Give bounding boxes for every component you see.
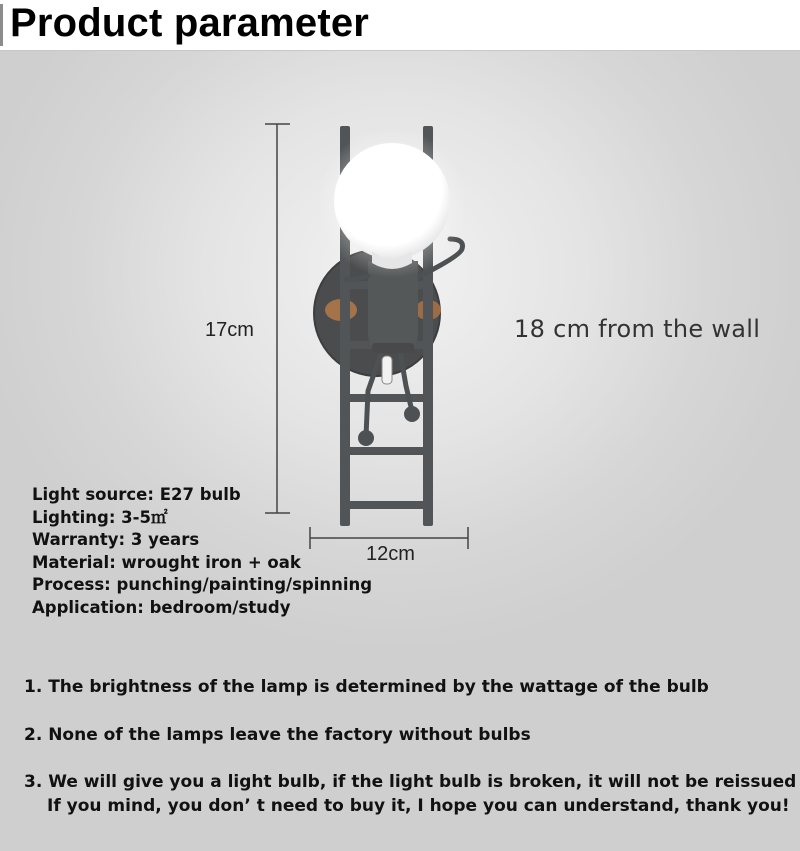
note-1: 1. The brightness of the lamp is determined by the wattage of the bulb (24, 677, 709, 697)
spec-warranty: Warranty: 3 years (32, 530, 200, 549)
header-accent-bar (0, 4, 3, 46)
light-bulb (334, 143, 450, 259)
wall-distance-label: 18 cm from the wall (514, 315, 761, 343)
height-dimension-line (265, 124, 290, 513)
spec-application: Application: bedroom/study (32, 597, 291, 617)
height-label: 17cm (205, 319, 254, 341)
note-2: 2. None of the lamps leave the factory without bulbs (24, 725, 531, 745)
spec-light-source: Light source: E27 bulb (32, 485, 241, 504)
spec-material: Material: wrought iron + oak (32, 552, 301, 572)
spec-list (32, 484, 372, 619)
spec-lighting: Lighting: 3-5㎡ (32, 507, 168, 527)
width-label: 12cm (366, 543, 415, 565)
note-3-line-1: 3. We will give you a light bulb, if the light bulb is broken, it will not be reissued (24, 772, 797, 792)
note-3-line-2: If you mind, you don’ t need to buy it, I hope you can understand, thank you! (47, 796, 790, 816)
product-image-area (0, 51, 800, 851)
page-header (0, 0, 800, 51)
spec-process: Process: punching/painting/spinning (32, 575, 373, 594)
page-title: Product parameter (10, 1, 370, 45)
